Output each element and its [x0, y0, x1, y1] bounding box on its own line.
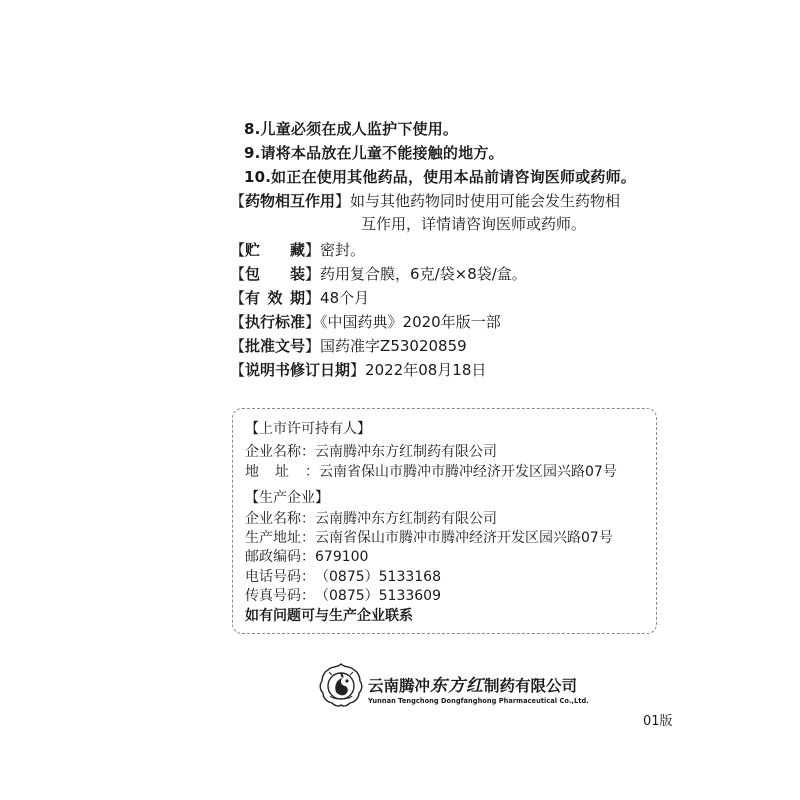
section-interaction: 【药物相互作用】如与其他药物同时使用可能会发生药物相: [230, 192, 621, 210]
manufacturer-fax: （0875）5133609: [315, 588, 441, 604]
company-logo: [318, 660, 588, 716]
manufacturer-fax-line: [245, 585, 441, 605]
manufacturer-fax-key: 传真号码：: [245, 588, 315, 604]
section-validity-text: 48个月: [320, 289, 370, 307]
section-approval-text: 国药准字Z53020859: [320, 337, 467, 355]
manufacturer-postcode-line: [245, 546, 368, 566]
section-revision-label: 说明书修订日期: [245, 361, 351, 379]
section-interaction-text: 如与其他药物同时使用可能会发生药物相: [350, 192, 621, 210]
logo-chinese-name: [368, 671, 577, 696]
section-interaction-label: 药物相互作用: [245, 192, 336, 210]
holder-address-line: [245, 461, 617, 481]
manufacturer-name-key: 企业名称：: [245, 511, 315, 527]
holder-address-key: 地址：: [245, 464, 319, 480]
section-storage-text: 密封。: [320, 241, 366, 259]
section-standard-text: 《中国药典》2020年版一部: [320, 313, 501, 331]
company-emblem-icon: [318, 662, 364, 708]
manufacturer-name-line: [245, 508, 497, 528]
version-label: 01版: [643, 714, 673, 729]
section-interaction-text-cont: 互作用，详情请咨询医师或药师。: [361, 215, 587, 233]
warning-10: 10.如正在使用其他药品，使用本品前请咨询医师或药师。: [244, 168, 636, 186]
holder-name: 云南腾冲东方红制药有限公司: [315, 444, 497, 460]
section-storage: 【贮藏】密封。: [230, 241, 366, 259]
holder-name-key: 企业名称：: [245, 444, 315, 460]
manufacturer-name: 云南腾冲东方红制药有限公司: [315, 511, 497, 527]
warning-8: 8.儿童必须在成人监护下使用。: [244, 120, 459, 138]
section-packaging-text: 药用复合膜，6克/袋×8袋/盒。: [320, 265, 527, 283]
manufacturer-address-key: 生产地址：: [245, 530, 315, 546]
manufacturer-phone-line: [245, 566, 441, 586]
section-approval: 【批准文号】国药准字Z53020859: [230, 337, 467, 355]
section-validity-label: 有效期: [245, 289, 306, 307]
holder-heading: 【上市许可持有人】: [245, 421, 371, 437]
manufacturer-contact-note: 如有问题可与生产企业联系: [245, 608, 413, 624]
manufacturer-address: 云南省保山市腾冲市腾冲经济开发区园兴路07号: [315, 530, 613, 546]
section-packaging-label: 包装: [245, 265, 306, 283]
section-revision-text: 2022年08月18日: [365, 361, 487, 379]
section-standard-label: 执行标准: [245, 313, 306, 331]
warning-9: 9.请将本品放在儿童不能接触的地方。: [244, 144, 504, 162]
manufacturer-address-line: [245, 527, 613, 547]
logo-cn-suffix: 制药有限公司: [484, 677, 578, 695]
manufacturer-postcode: 679100: [315, 549, 369, 565]
manufacturer-postcode-key: 邮政编码：: [245, 549, 315, 565]
logo-cn-prefix: 云南腾冲: [368, 677, 431, 695]
section-validity: 【有效期】48个月: [230, 289, 370, 307]
section-storage-label: 贮藏: [245, 241, 306, 259]
manufacturer-phone-key: 电话号码：: [245, 569, 315, 585]
manufacturer-phone: （0875）5133168: [315, 569, 441, 585]
section-approval-label: 批准文号: [245, 337, 306, 355]
logo-cn-script: 东方红: [430, 676, 485, 696]
holder-address: 云南省保山市腾冲市腾冲经济开发区园兴路07号: [319, 464, 617, 480]
section-revision: 【说明书修订日期】2022年08月18日: [230, 361, 487, 379]
manufacturer-heading: 【生产企业】: [245, 490, 329, 506]
holder-name-line: [245, 441, 497, 461]
section-standard: 【执行标准】《中国药典》2020年版一部: [230, 313, 501, 331]
logo-english-name: Yunnan Tengchong Dongfanghong Pharmaceutical Co.,Ltd.: [368, 697, 589, 705]
section-packaging: 【包装】药用复合膜，6克/袋×8袋/盒。: [230, 265, 527, 283]
